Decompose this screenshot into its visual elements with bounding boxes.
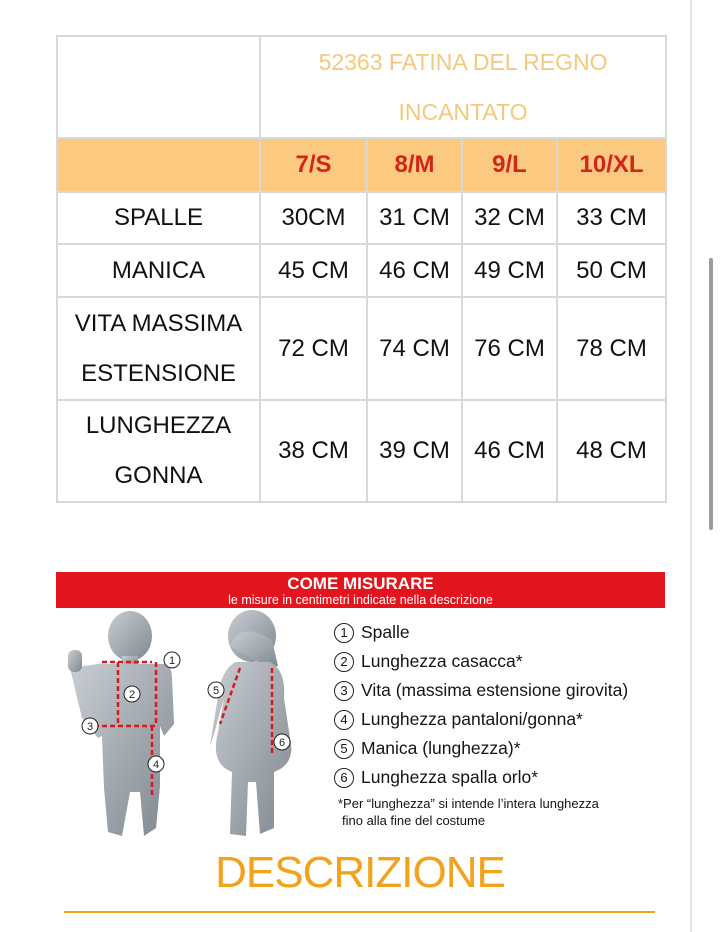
legend-number: 3 — [334, 681, 354, 701]
legend-label: Lunghezza casacca* — [361, 651, 523, 671]
product-title-line1: 52363 FATINA DEL REGNO — [318, 49, 608, 75]
legend-item — [334, 618, 674, 647]
table-cell: 45 CM — [260, 244, 367, 297]
row-label-text: MANICA — [111, 256, 206, 284]
footnote-line2: fino alla fine del costume — [342, 813, 486, 828]
table-row — [57, 244, 666, 297]
girl-figure — [210, 610, 291, 836]
row-label-spalle — [57, 192, 260, 244]
marker-3: 3 — [86, 721, 94, 733]
scrollbar[interactable] — [709, 258, 713, 530]
table-row — [57, 192, 666, 244]
legend-number: 1 — [334, 623, 354, 643]
row-label-text: VITA MASSIMA — [74, 309, 243, 337]
legend-item — [334, 734, 674, 763]
row-label-lunghezza — [57, 400, 260, 502]
legend-number: 6 — [334, 768, 354, 788]
size-header-9l: 9/L — [462, 138, 557, 192]
marker-1: 1 — [168, 655, 176, 667]
legend-item — [334, 676, 674, 705]
legend-label: Spalle — [361, 622, 410, 642]
marker-4: 4 — [152, 759, 160, 771]
table-cell: 32 CM — [462, 192, 557, 244]
table-row — [57, 297, 666, 400]
size-header-blank — [57, 138, 260, 192]
table-cell: 31 CM — [367, 192, 462, 244]
marker-6: 6 — [278, 737, 286, 749]
legend-item — [334, 647, 674, 676]
size-header-7s: 7/S — [260, 138, 367, 192]
table-cell: 46 CM — [367, 244, 462, 297]
table-cell: 74 CM — [367, 297, 462, 400]
product-title-line2: INCANTATO — [398, 99, 528, 125]
table-cell: 50 CM — [557, 244, 666, 297]
measure-legend — [334, 618, 674, 792]
row-label-manica — [57, 244, 260, 297]
size-header-8m: 8/M — [367, 138, 462, 192]
table-cell: 78 CM — [557, 297, 666, 400]
page-right-border — [690, 0, 692, 932]
table-cell: 39 CM — [367, 400, 462, 502]
row-label-text: SPALLE — [114, 204, 203, 231]
size-header-row — [57, 138, 666, 192]
legend-label: Lunghezza pantaloni/gonna* — [361, 709, 583, 729]
table-cell: 48 CM — [557, 400, 666, 502]
table-corner-cell — [57, 36, 260, 138]
row-label-text: ESTENSIONE — [81, 359, 236, 387]
how-to-measure-banner — [56, 572, 665, 608]
legend-number: 5 — [334, 739, 354, 759]
table-cell: 30CM — [260, 192, 367, 244]
legend-number: 2 — [334, 652, 354, 672]
banner-subtitle: le misure in centimetri indicate nella descrizione — [228, 593, 493, 607]
banner-title: COME MISURARE — [287, 574, 434, 593]
table-cell: 76 CM — [462, 297, 557, 400]
marker-5: 5 — [212, 685, 220, 697]
size-header-10xl: 10/XL — [557, 138, 666, 192]
size-table — [56, 35, 667, 503]
marker-2: 2 — [128, 689, 136, 701]
table-cell: 38 CM — [260, 400, 367, 502]
table-cell: 46 CM — [462, 400, 557, 502]
legend-label: Vita (massima estensione girovita) — [361, 680, 629, 700]
table-cell: 49 CM — [462, 244, 557, 297]
footnote-line1: *Per “lunghezza” si intende l’intera lunghezza — [338, 796, 599, 811]
table-title-row — [57, 36, 666, 138]
length-footnote — [338, 795, 668, 829]
table-cell: 33 CM — [557, 192, 666, 244]
product-title — [260, 36, 666, 138]
table-row — [57, 400, 666, 502]
row-label-text: LUNGHEZZA — [85, 412, 232, 439]
legend-label: Manica (lunghezza)* — [361, 738, 521, 758]
description-heading: DESCRIZIONE — [215, 848, 505, 897]
legend-label: Lunghezza spalla orlo* — [361, 767, 539, 787]
legend-item — [334, 763, 674, 792]
description-divider — [64, 911, 655, 913]
measuring-figures-illustration — [60, 606, 322, 842]
row-label-text: GONNA — [114, 462, 203, 489]
table-cell: 72 CM — [260, 297, 367, 400]
row-label-vita — [57, 297, 260, 400]
legend-number: 4 — [334, 710, 354, 730]
legend-item — [334, 705, 674, 734]
